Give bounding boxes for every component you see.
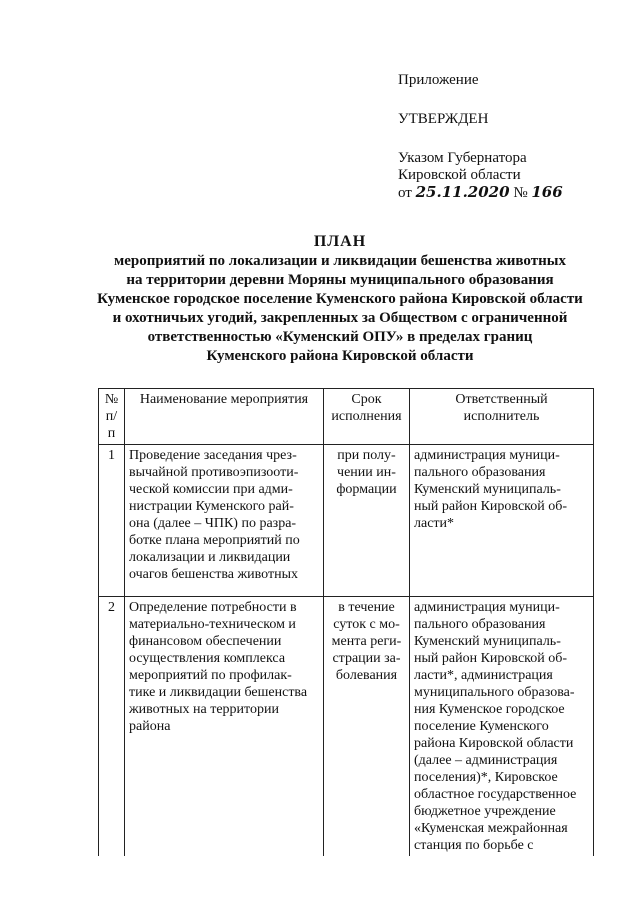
cell-line: «Куменская межрайонная [414, 821, 568, 836]
header-responsible [410, 389, 594, 445]
cell-line: ботке плана мероприятий по [129, 533, 300, 548]
cell-line: муниципального образова- [414, 685, 575, 700]
cell-line: мероприятий по профилак- [129, 668, 292, 683]
cell-line: исполнитель [463, 409, 540, 424]
cell-line: при полу- [337, 448, 396, 463]
cell-line: болевания [335, 668, 398, 683]
cell-line: локализации и ликвидации [129, 550, 291, 565]
cell-line: пального образования [414, 465, 546, 480]
cell-line: животных на территории [129, 702, 279, 717]
plan-title [80, 232, 600, 366]
decree-line-2: Кировской области [398, 167, 521, 183]
cell-line: администрация муници- [414, 600, 560, 615]
cell-line: ласти*, администрация [414, 668, 553, 683]
cell-line: Куменский муниципаль- [414, 634, 561, 649]
cell-line: нистрации Куменского рай- [129, 499, 294, 514]
cell-line: ния Куменское городское [414, 702, 565, 717]
appendix-label: Приложение [398, 72, 479, 88]
cell-line: поселения)*, Кировское [414, 770, 558, 785]
decree-line-1: Указом Губернатора [398, 150, 527, 166]
cell-line: № [104, 392, 119, 407]
table-row [99, 445, 594, 597]
cell-line: Куменский муниципаль- [414, 482, 561, 497]
plan-table [98, 388, 594, 856]
header-num [99, 389, 125, 445]
cell-line: страции за- [332, 651, 401, 666]
cell-line: района Кировской области [414, 736, 574, 751]
title-line: и охотничьих угодий, закрепленных за Обществом с ограниченной [112, 310, 568, 326]
title-main: ПЛАН [313, 233, 367, 250]
title-line: ответственностью «Куменский ОПУ» в пределах границ [147, 329, 533, 345]
cell-num: 1 [99, 445, 125, 597]
cell-line: она (далее – ЧПК) по разра- [129, 516, 297, 531]
cell-line: ласти* [414, 516, 455, 531]
handwritten-number: 166 [531, 183, 563, 201]
cell-line: исполнения [331, 409, 402, 424]
approval-block [398, 72, 563, 202]
cell-term [324, 597, 410, 857]
cell-line: станция по борьбе с [414, 838, 534, 853]
cell-line: областное государственное [414, 787, 577, 802]
header-name [125, 389, 324, 445]
cell-line: очагов бешенства животных [129, 567, 299, 582]
cell-line: (далее – администрация [414, 753, 558, 768]
handwritten-date: 25.11.2020 [415, 183, 510, 201]
cell-line: вычайной противоэпизооти- [129, 465, 299, 480]
title-lines [80, 252, 600, 366]
cell-line: пального образования [414, 617, 546, 632]
cell-line: Срок [351, 392, 382, 407]
cell-line: Наименование мероприятия [139, 392, 309, 407]
decree-date-number [398, 184, 563, 202]
cell-line: п/п [105, 409, 118, 441]
cell-line: Ответственный [455, 392, 548, 407]
from-prefix: от [398, 185, 412, 201]
cell-line: района [129, 719, 171, 734]
cell-line: мента реги- [331, 634, 402, 649]
cell-responsible [410, 445, 594, 597]
cell-line: финансовом обеспечении [129, 634, 282, 649]
cell-line: материально-техническом и [129, 617, 296, 632]
cell-line: суток с мо- [333, 617, 400, 632]
cell-term [324, 445, 410, 597]
cell-name [125, 597, 324, 857]
cell-line: ный район Кировской об- [414, 651, 568, 666]
title-line: Куменского района Кировской области [206, 348, 474, 364]
header-term [324, 389, 410, 445]
approved-label: УТВЕРЖДЕН [398, 111, 489, 127]
title-line: Куменское городское поселение Куменского района Кировской области [97, 291, 583, 307]
cell-line: ческой комиссии при адми- [129, 482, 293, 497]
cell-line: осуществления комплекса [129, 651, 286, 666]
cell-line: бюджетное учреждение [414, 804, 556, 819]
cell-line: Определение потребности в [129, 600, 297, 615]
number-prefix: № [513, 185, 528, 201]
table-row [99, 597, 594, 857]
cell-line: ный район Кировской об- [414, 499, 568, 514]
cell-line: поселение Куменского [414, 719, 549, 734]
cell-num: 2 [99, 597, 125, 857]
cell-line: формации [336, 482, 397, 497]
cell-line: в течение [338, 600, 395, 615]
cell-line: чении ин- [337, 465, 396, 480]
title-line: мероприятий по локализации и ликвидации бешенства животных [114, 253, 566, 269]
cell-name [125, 445, 324, 597]
table-header-row [99, 389, 594, 445]
cell-responsible [410, 597, 594, 857]
cell-line: Проведение заседания чрез- [129, 448, 297, 463]
cell-line: тике и ликвидации бешенства [129, 685, 308, 700]
cell-line: администрация муници- [414, 448, 560, 463]
title-line: на территории деревни Моряны муниципального образования [126, 272, 554, 288]
